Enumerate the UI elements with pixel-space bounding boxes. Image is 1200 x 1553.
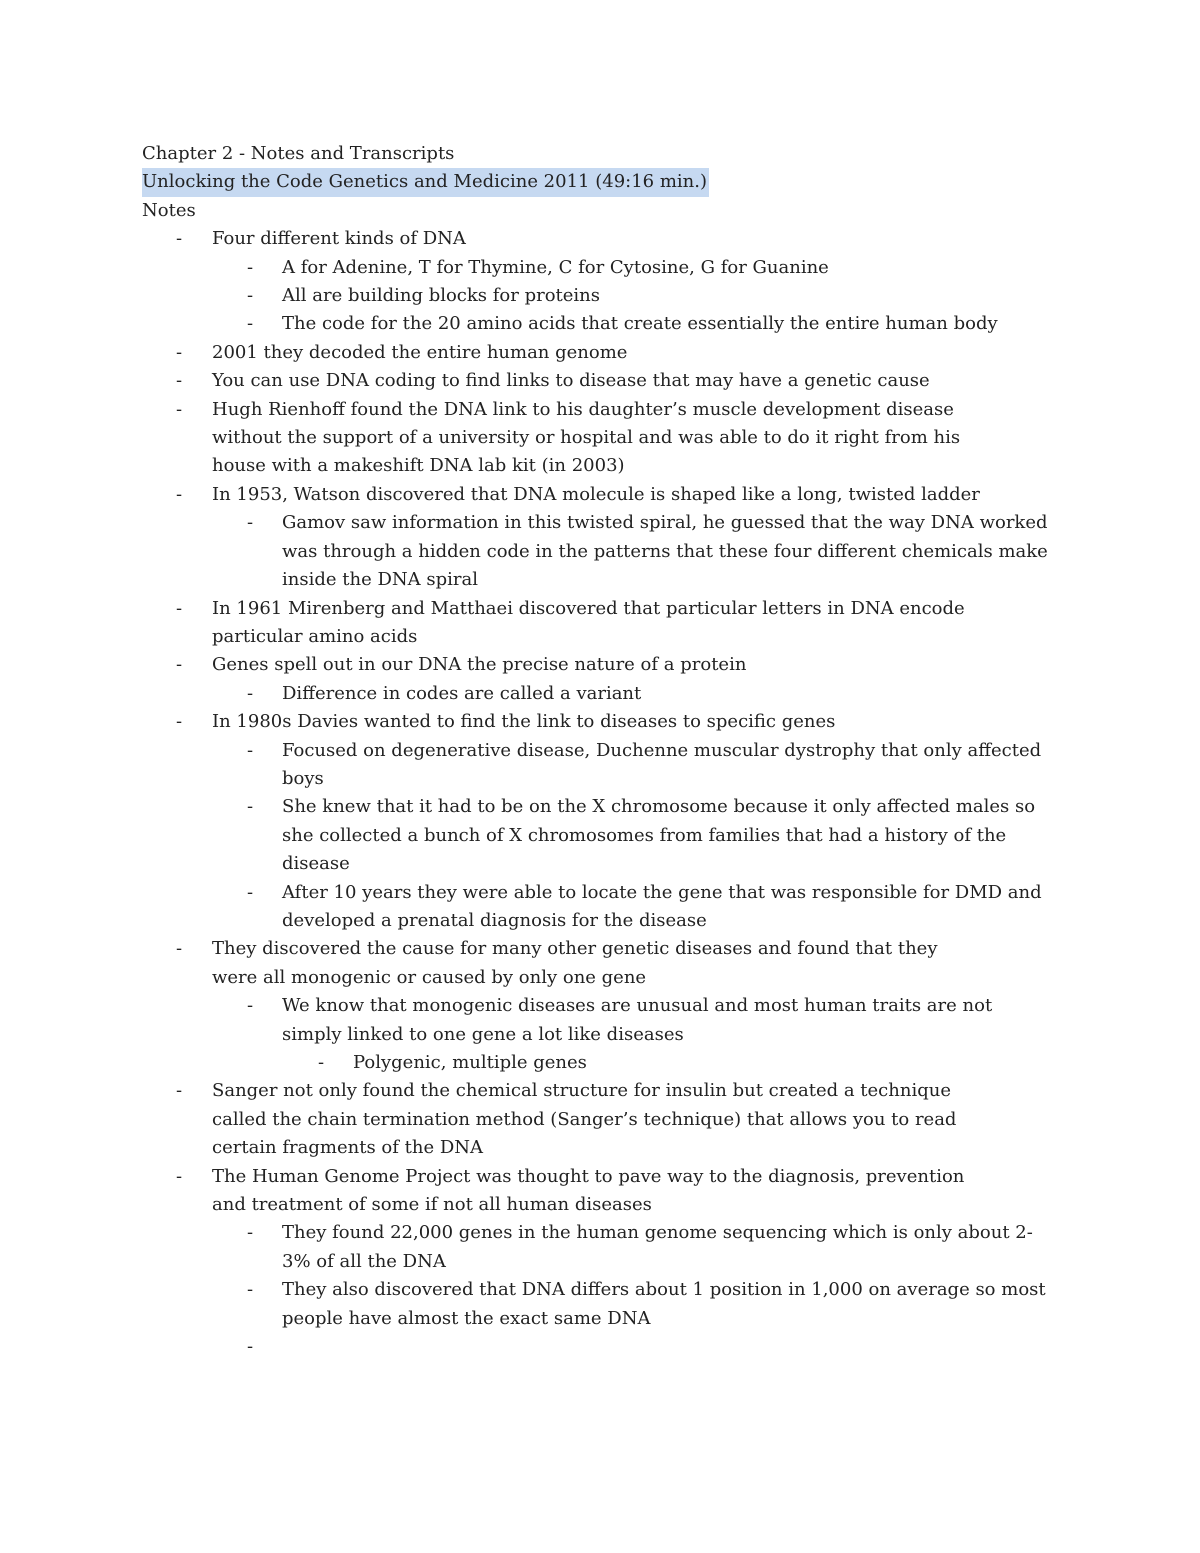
list-item <box>142 708 1062 736</box>
list-item <box>142 1077 1062 1162</box>
page-title: Chapter 2 - Notes and Transcripts <box>142 143 455 164</box>
list-item-text: The code for the 20 amino acids that create essentially the entire human body <box>282 313 998 335</box>
list-item-text: She knew that it had to be on the X chromosome because it only affected males so she collected a bunch of X chromosomes from families that had a history of the disease <box>282 796 1036 875</box>
list-item-text: A for Adenine, T for Thymine, C for Cytosine, G for Guanine <box>282 256 829 278</box>
list-item <box>142 935 1062 992</box>
list-item <box>142 254 1062 282</box>
list-item-text: In 1961 Mirenberg and Matthaei discovered that particular letters in DNA encode particular amino acids <box>212 597 965 647</box>
highlighted-subtitle[interactable]: Unlocking the Code Genetics and Medicine 2011 (49:16 min.) <box>142 168 709 196</box>
list-item <box>142 481 1062 509</box>
subtitle-line <box>142 168 1062 196</box>
list-item-text: Gamov saw information in this twisted spiral, he guessed that the way DNA worked was through a hidden code in the patterns that these four different chemicals make inside the DNA spiral <box>282 512 1048 591</box>
bullet-dash: - <box>247 1222 254 1244</box>
list-item-text: You can use DNA coding to find links to disease that may have a genetic cause <box>212 370 930 392</box>
bullet-dash: - <box>176 711 183 733</box>
bullet-dash: - <box>247 995 254 1017</box>
bullet-dash: - <box>176 1165 183 1187</box>
list-item-text: Polygenic, multiple genes <box>353 1052 587 1073</box>
bullet-dash: - <box>247 739 254 761</box>
list-item-text: In 1953, Watson discovered that DNA molecule is shaped like a long, twisted ladder <box>212 483 980 505</box>
list-item <box>142 651 1062 679</box>
bullet-dash: - <box>247 1279 254 1301</box>
list-item-text <box>282 1333 1052 1361</box>
bullet-dash: - <box>247 285 254 307</box>
bullet-dash: - <box>176 654 183 676</box>
bullet-dash: - <box>176 370 183 392</box>
list-item-text: Focused on degenerative disease, Duchenne muscular dystrophy that only affected boys <box>282 739 1042 789</box>
list-item <box>142 879 1062 936</box>
list-item <box>142 396 1062 481</box>
bullet-dash: - <box>247 881 254 903</box>
list-item <box>142 992 1062 1049</box>
bullet-dash: - <box>318 1052 325 1073</box>
list-item-text: They discovered the cause for many other genetic diseases and found that they were all monogenic or caused by only one gene <box>212 938 938 988</box>
list-item-text: All are building blocks for proteins <box>282 285 601 307</box>
bullet-dash: - <box>176 597 183 619</box>
bullet-dash: - <box>247 682 254 704</box>
list-item <box>142 225 1062 253</box>
section-label: Notes <box>142 199 196 221</box>
list-item-text: Genes spell out in our DNA the precise nature of a protein <box>212 654 747 676</box>
bullet-dash: - <box>247 512 254 534</box>
list-item-text: In 1980s Davies wanted to find the link to diseases to specific genes <box>212 711 836 733</box>
list-item <box>142 1049 1062 1077</box>
list-item-text: The Human Genome Project was thought to pave way to the diagnosis, prevention and treatment of some if not all human diseases <box>212 1165 965 1216</box>
list-item-text: After 10 years they were able to locate the gene that was responsible for DMD and developed a prenatal diagnosis for the disease <box>282 881 1042 931</box>
list-item <box>142 282 1062 310</box>
list-item-text: We know that monogenic diseases are unusual and most human traits are not simply linked to one gene a lot like diseases <box>282 995 993 1045</box>
list-item <box>142 793 1062 878</box>
list-item <box>142 1163 1062 1220</box>
list-item-text: Four different kinds of DNA <box>212 228 466 250</box>
list-item-text: They also discovered that DNA differs about 1 position in 1,000 on average so most people have almost the exact same DNA <box>282 1279 1046 1329</box>
bullet-dash: - <box>176 483 183 505</box>
bullet-dash: - <box>176 228 183 250</box>
list-item <box>142 310 1062 338</box>
list-item <box>142 680 1062 708</box>
bullet-dash: - <box>176 1080 183 1102</box>
list-item <box>142 595 1062 652</box>
list-item-text: They found 22,000 genes in the human genome sequencing which is only about 2-3% of all the DNA <box>282 1222 1033 1272</box>
list-item-text: Sanger not only found the chemical structure for insulin but created a technique called the chain termination method (Sanger’s technique) that allows you to read certain fragments of the DNA <box>212 1080 957 1159</box>
bullet-dash: - <box>176 341 183 363</box>
list-item <box>142 509 1062 594</box>
bullet-dash: - <box>176 398 183 420</box>
list-item-text: Difference in codes are called a variant <box>282 682 642 704</box>
list-item <box>142 1219 1062 1276</box>
bullet-dash: - <box>247 796 254 818</box>
notes-list <box>142 225 1062 1361</box>
list-item <box>142 339 1062 367</box>
bullet-dash: - <box>247 256 254 278</box>
list-item <box>142 1276 1062 1333</box>
list-item-text: Hugh Rienhoff found the DNA link to his daughter’s muscle development disease without the support of a university or hospital and was able to do it right from his house with a makeshift DNA lab kit (in 2003) <box>212 398 961 477</box>
list-item <box>142 1333 1062 1361</box>
bullet-dash: - <box>176 938 183 960</box>
bullet-dash: - <box>247 313 254 335</box>
list-item-text: 2001 they decoded the entire human genome <box>212 341 628 363</box>
bullet-dash: - <box>247 1336 254 1358</box>
list-item <box>142 737 1062 794</box>
document-body <box>142 140 1062 1361</box>
list-item <box>142 367 1062 395</box>
